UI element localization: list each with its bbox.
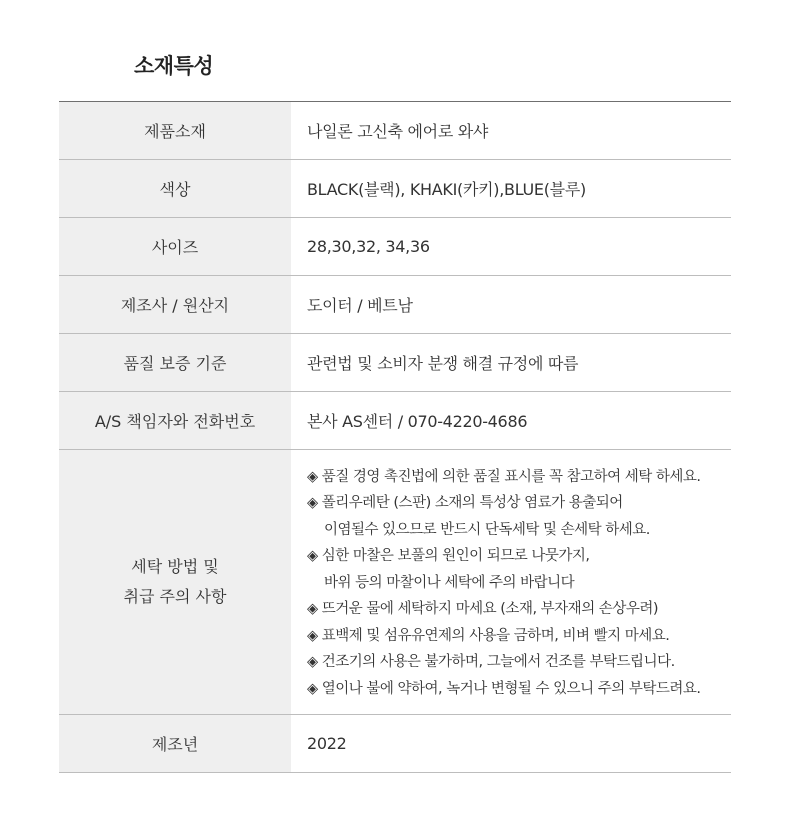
spec-row-color bbox=[59, 160, 731, 218]
spec-value: BLACK(블랙), KHAKI(카키),BLUE(블루) bbox=[307, 180, 586, 199]
care-line: ◈ 뜨거운 물에 세탁하지 마세요 (소재, 부자재의 손상우려) bbox=[307, 601, 658, 618]
spec-value: 28,30,32, 34,36 bbox=[307, 237, 430, 256]
spec-label: A/S 책임자와 전화번호 bbox=[59, 392, 291, 450]
spec-row-manufacturer bbox=[59, 276, 731, 334]
spec-row-care bbox=[59, 450, 731, 715]
care-line: 이염될수 있으므로 반드시 단독세탁 및 손세탁 하세요. bbox=[324, 521, 650, 538]
care-line: ◈ 품질 경영 촉진법에 의한 품질 표시를 꼭 참고하여 세탁 하세요. bbox=[307, 468, 701, 485]
spec-value: 본사 AS센터 / 070-4220-4686 bbox=[307, 412, 528, 431]
spec-row-as-contact bbox=[59, 392, 731, 450]
care-label bbox=[59, 450, 291, 715]
product-spec-table bbox=[59, 101, 731, 773]
care-line: ◈ 열이나 불에 약하여, 녹거나 변형될 수 있으니 주의 부탁드려요. bbox=[307, 680, 701, 697]
care-line: ◈ 심한 마찰은 보풀의 원인이 되므로 나뭇가지, bbox=[307, 548, 590, 565]
spec-label: 제조사 / 원산지 bbox=[59, 276, 291, 334]
section-title: 소재특성 bbox=[134, 54, 214, 78]
spec-value: 나일론 고신축 에어로 와샤 bbox=[307, 122, 489, 141]
spec-row-quality bbox=[59, 334, 731, 392]
care-line: ◈ 건조기의 사용은 불가하며, 그늘에서 건조를 부탁드립니다. bbox=[307, 654, 675, 671]
spec-value: 도이터 / 베트남 bbox=[307, 296, 413, 315]
spec-label: 품질 보증 기준 bbox=[59, 334, 291, 392]
care-line: ◈ 표백제 및 섬유유연제의 사용을 금하며, 비벼 빨지 마세요. bbox=[307, 627, 670, 644]
care-label-line: 취급 주의 사항 bbox=[123, 587, 227, 606]
spec-row-year bbox=[59, 715, 731, 773]
spec-label: 제품소재 bbox=[59, 102, 291, 160]
spec-value: 2022 bbox=[307, 734, 347, 753]
spec-row-size bbox=[59, 218, 731, 276]
spec-value: 관련법 및 소비자 분쟁 해결 규정에 따름 bbox=[307, 354, 579, 373]
spec-label: 제조년 bbox=[59, 715, 291, 773]
care-label-line: 세탁 방법 및 bbox=[131, 557, 219, 576]
care-line: 바위 등의 마찰이나 세탁에 주의 바랍니다 bbox=[324, 574, 575, 591]
care-instructions bbox=[291, 450, 731, 715]
spec-label: 사이즈 bbox=[59, 218, 291, 276]
care-line: ◈ 폴리우레탄 (스판) 소재의 특성상 염료가 용출되어 bbox=[307, 495, 623, 512]
spec-row-material bbox=[59, 102, 731, 160]
spec-label: 색상 bbox=[59, 160, 291, 218]
